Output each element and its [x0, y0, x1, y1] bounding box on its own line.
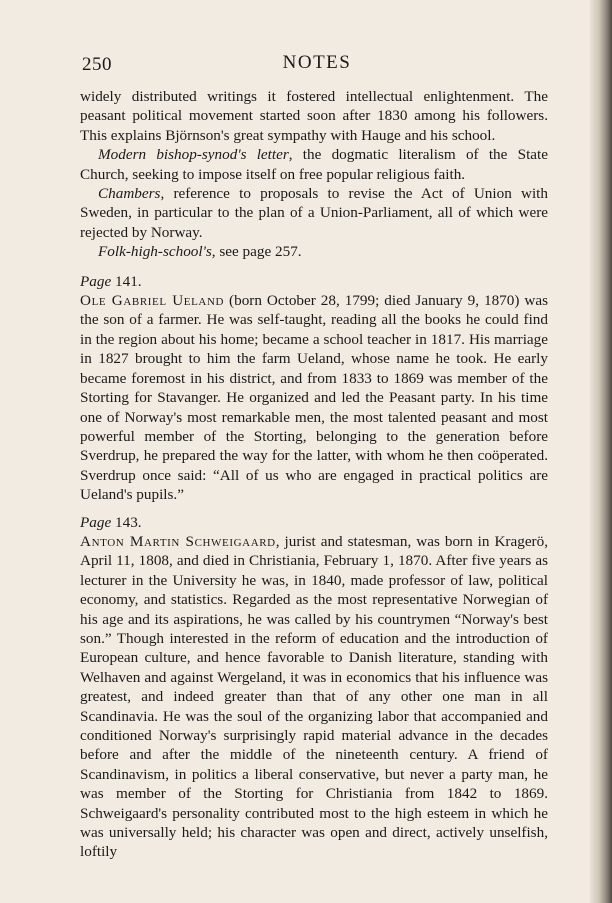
note-term: Folk-high-school's [98, 243, 212, 261]
note-definition: , the dogmatic literalism of the State Church, seeking to impose itself on free popular religious faith. [80, 146, 548, 183]
note-term: Modern bishop-synod's letter [98, 146, 289, 164]
note-term: Chambers [98, 185, 161, 203]
page-reference-141 [80, 272, 548, 291]
page-reference-number: 143. [111, 513, 142, 531]
page-reference-label: Page [80, 513, 112, 531]
page-gutter-shadow [590, 0, 612, 903]
running-head: NOTES [282, 52, 352, 73]
continuation-paragraph: widely distributed writings it fostered intellectual enlightenment. The peasant political movement started soon after 1830 among his followers. This explains Björnson's great sympathy with Hauge and his school. [80, 88, 548, 144]
page-header [82, 50, 552, 80]
page-number: 250 [82, 54, 112, 75]
note-folk-high-school [80, 242, 548, 261]
page-reference-143 [80, 513, 548, 532]
note-definition: , reference to proposals to revise the Act of Union with Sweden, in particular to the plan of a Union-Parliament, all of which were rejected by Norway. [80, 185, 548, 241]
note-definition: , see page 257. [211, 243, 302, 261]
note-body: , jurist and statesman, was born in Kragerö, April 11, 1808, and died in Christiania, February 1, 1870. After five years as lecturer in the University he was, in 1840, made professor of law, political economy, and statistics. Regarded as the most representative Norwegian of his age and its aspirations, he was called by his countrymen “Norway's best son.” Though interested in the reform of education and the introduction of European culture, and hence favorable to Danish literature, standing with Welhaven and against Wergeland, it was in economics that his influence was greatest, and indeed greater than that of any other one man in all Scandinavia. He was the soul of the organizing labor that accompanied and conditioned Norway's surprisingly rapid material advance in the decades before and after the middle of the nineteenth century. A friend of Scandinavism, in politics a liberal conservative, but never a party man, he was member of the Storting for Christiania from 1842 to 1869. Schweigaard's personality contributed most to the high esteem in which he was universally held; his character was open and direct, actively unselfish, loftily [80, 532, 549, 861]
note-chambers [80, 184, 548, 242]
person-name: Ole Gabriel Ueland [80, 292, 225, 310]
note-schweigaard [80, 532, 548, 862]
note-ueland [80, 291, 548, 504]
body-text [80, 87, 548, 862]
page-reference-number: 141. [111, 272, 142, 290]
note-body: (born October 28, 1799; died January 9, 1870) was the son of a farmer. He was self-taught, reading all the books he could find in the region about his home; became a school teacher in 1817. His marriage in 1827 brought to him the farm Ueland, whose name he took. He early became foremost in his district, and from 1833 to 1869 was member of the Storting for Stavanger. He organized and led the Peasant party. In his time one of Norway's most remarkable men, the most talented peasant and most powerful member of the Storting, belonging to the generation before Sverdrup, he prepared the way for the latter, with whom he then coöperated. Sverdrup once said: “All of us who are engaged in practical politics are Ueland's pupils.” [80, 292, 548, 504]
note-modern-bishop-synod [80, 145, 548, 184]
page-reference-label: Page [80, 272, 112, 290]
person-name: Anton Martin Schweigaard [80, 532, 276, 550]
